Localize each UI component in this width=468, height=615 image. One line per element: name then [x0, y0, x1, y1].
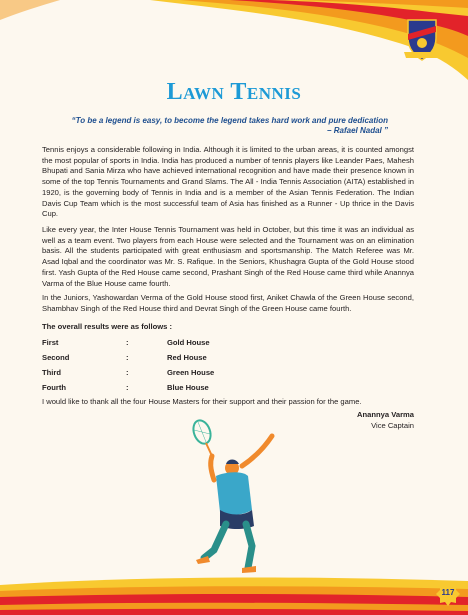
body-paragraph: In the Juniors, Yashowardan Verma of the Gold House stood first, Aniket Chawla of the Green House second, Shambhav Singh of the Red House third and Devrat Singh of the Green House came fourth.: [42, 293, 414, 313]
result-house: Gold House: [167, 338, 210, 347]
result-separator: :: [126, 368, 129, 377]
result-position: Fourth: [42, 383, 67, 392]
result-separator: :: [126, 338, 129, 347]
results-row: [42, 338, 342, 350]
result-separator: :: [126, 383, 129, 392]
result-position: Second: [42, 353, 70, 362]
thanks-note: I would like to thank all the four House Masters for their support and their passion for the game.: [42, 397, 362, 406]
page-title: Lawn Tennis: [166, 79, 302, 105]
results-heading: The overall results were as follows :: [42, 322, 172, 331]
results-row: [42, 383, 342, 395]
body-paragraph: Tennis enjoys a considerable following in India. Although it is limited to the urban areas, it is counted amongst the most popular of sports in India. India has produced a number of tennis players like Leander Paes, Mahesh Bhupati and Sania Mirza who have achieved international recognition and have made their presence known in some of the top Tennis Tournaments and Grand Slams. The All - India Tennis Association (AITA) established in 1920, is the governing body of Tennis in India and is a member of the Asian Tennis Federation. The Indian Davis Cup Team which is the most successful team of Asia has finished as a Runner - Up thrice in the Davis Cup.: [42, 145, 414, 219]
quote-line: “To be a legend is easy, to become the legend takes hard work and pure dedication: [71, 116, 388, 125]
tennis-player-illustration: [172, 418, 312, 578]
page-number: 117: [441, 588, 455, 597]
result-house: Blue House: [167, 383, 209, 392]
result-separator: :: [126, 353, 129, 362]
page-number-badge: [436, 582, 460, 606]
result-position: Third: [42, 368, 61, 377]
results-row: [42, 353, 342, 365]
result-house: Green House: [167, 368, 215, 377]
school-emblem-icon: [402, 16, 442, 62]
quote-author: – Rafael Nadal ”: [327, 126, 388, 135]
bottom-swoosh-decoration: [0, 555, 468, 615]
top-swoosh-decoration: [0, 0, 468, 90]
body-paragraph: Like every year, the Inter House Tennis Tournament was held in October, but this time it was an individual as well as a team event. Two players from each House were selected and the Tournament was on an elimination basis. All the students participated with great enthusiasm and sportsmanship. The Match Referee was Mr. Asad Iqbal and the coordinator was Mr. S. Rafique. In the Seniors, Khushagra Gupta of the Gold House stood first. Yash Gupta of the Red House came second, Prashant Singh of the Red House came third while Anannya Varma of the Blue House came fourth.: [42, 225, 414, 288]
results-row: [42, 368, 342, 380]
author-name: Anannya Varma: [357, 410, 414, 419]
result-house: Red House: [167, 353, 207, 362]
author-role: Vice Captain: [371, 421, 414, 430]
result-position: First: [42, 338, 59, 347]
